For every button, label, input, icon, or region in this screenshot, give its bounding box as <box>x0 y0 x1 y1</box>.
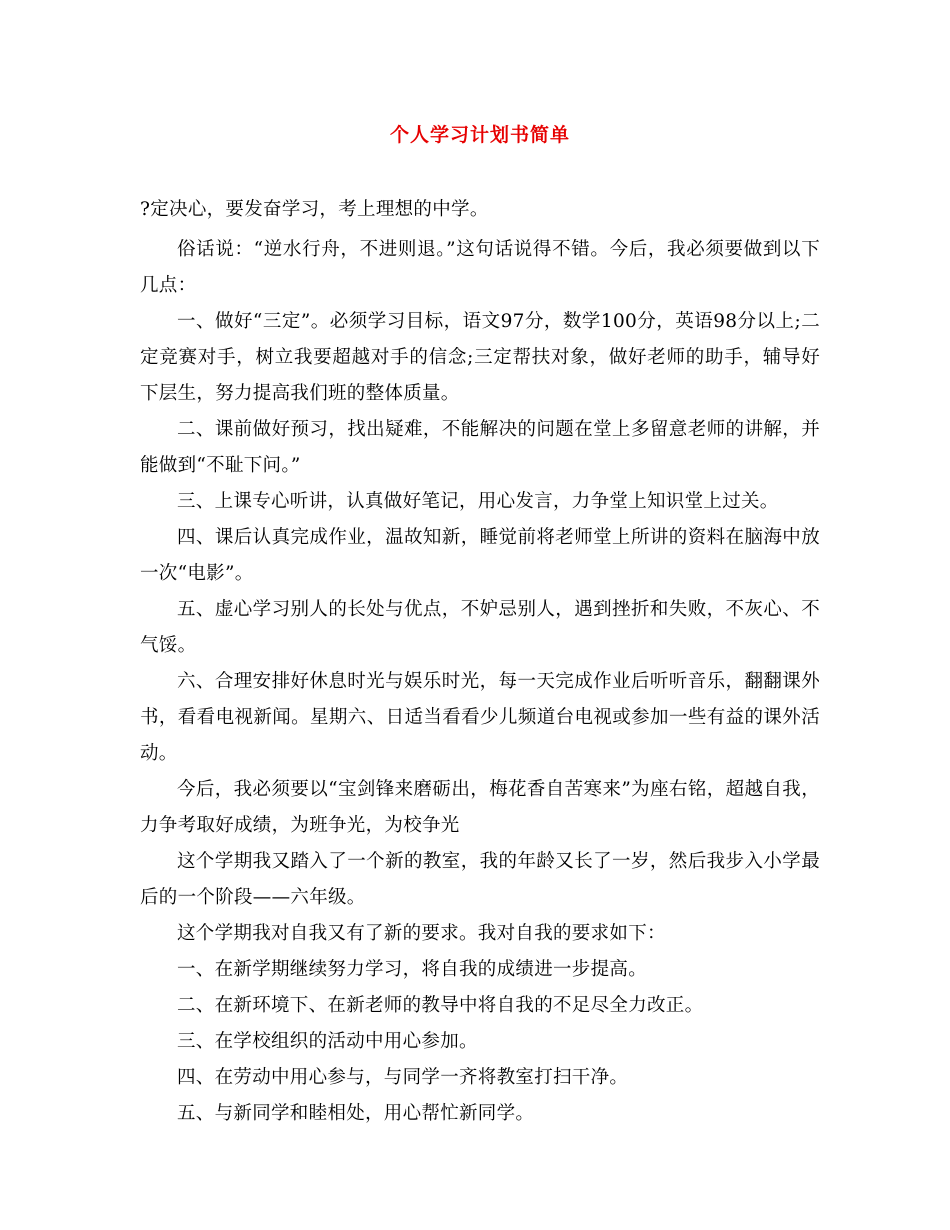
paragraph: 今后，我必须要以“宝剑锋来磨砺出，梅花香自苦寒来”为座右铭，超越自我，力争考取好成绩，为班争光，为校争光 <box>140 779 820 836</box>
paragraph: 五、虚心学习别人的长处与优点，不妒忌别人，遇到挫折和失败，不灰心、不气馁。 <box>140 599 820 656</box>
paragraph: 一、在新学期继续努力学习，将自我的成绩进一步提高。 <box>177 959 648 980</box>
paragraph: 三、上课专心听讲，认真做好笔记，用心发言，力争堂上知识堂上过关。 <box>177 491 779 512</box>
paragraph: 五、与新同学和睦相处，用心帮忙新同学。 <box>177 1103 535 1124</box>
paragraph: 四、课后认真完成作业，温故知新，睡觉前将老师堂上所讲的资料在脑海中放一次“电影”。 <box>140 527 820 584</box>
paragraph: 六、合理安排好休息时光与娱乐时光，每一天完成作业后听听音乐，翻翻课外书，看看电视新闻。星期六、日适当看看少儿频道台电视或参加一些有益的课外活动。 <box>140 671 820 764</box>
paragraph: 这个学期我对自我又有了新的要求。我对自我的要求如下： <box>177 923 666 944</box>
paragraph: 二、在新环境下、在新老师的教导中将自我的不足尽全力改正。 <box>177 995 704 1016</box>
paragraph: 四、在劳动中用心参与，与同学一齐将教室打扫干净。 <box>177 1067 629 1088</box>
document-title: 个人学习计划书简单 <box>389 124 570 146</box>
paragraph: 三、在学校组织的活动中用心参加。 <box>177 1031 478 1052</box>
document-page <box>140 118 820 1132</box>
paragraph: 二、课前做好预习，找出疑难，不能解决的问题在堂上多留意老师的讲解，并能做到“不耻下问。” <box>140 419 820 476</box>
document-body <box>140 192 820 1132</box>
paragraph: 这个学期我又踏入了一个新的教室，我的年龄又长了一岁，然后我步入小学最后的一个阶段——六年级。 <box>140 851 820 908</box>
paragraph: 俗话说：“逆水行舟，不进则退。”这句话说得不错。今后，我必须要做到以下几点： <box>140 239 820 296</box>
paragraph: 一、做好“三定”。必须学习目标，语文97分，数学100分，英语98分以上;二定竞赛对手，树立我要超越对手的信念;三定帮扶对象，做好老师的助手，辅导好下层生，努力提高我们班的整体质量。 <box>140 311 820 404</box>
paragraph: ?定决心，要发奋学习，考上理想的中学。 <box>140 199 489 220</box>
